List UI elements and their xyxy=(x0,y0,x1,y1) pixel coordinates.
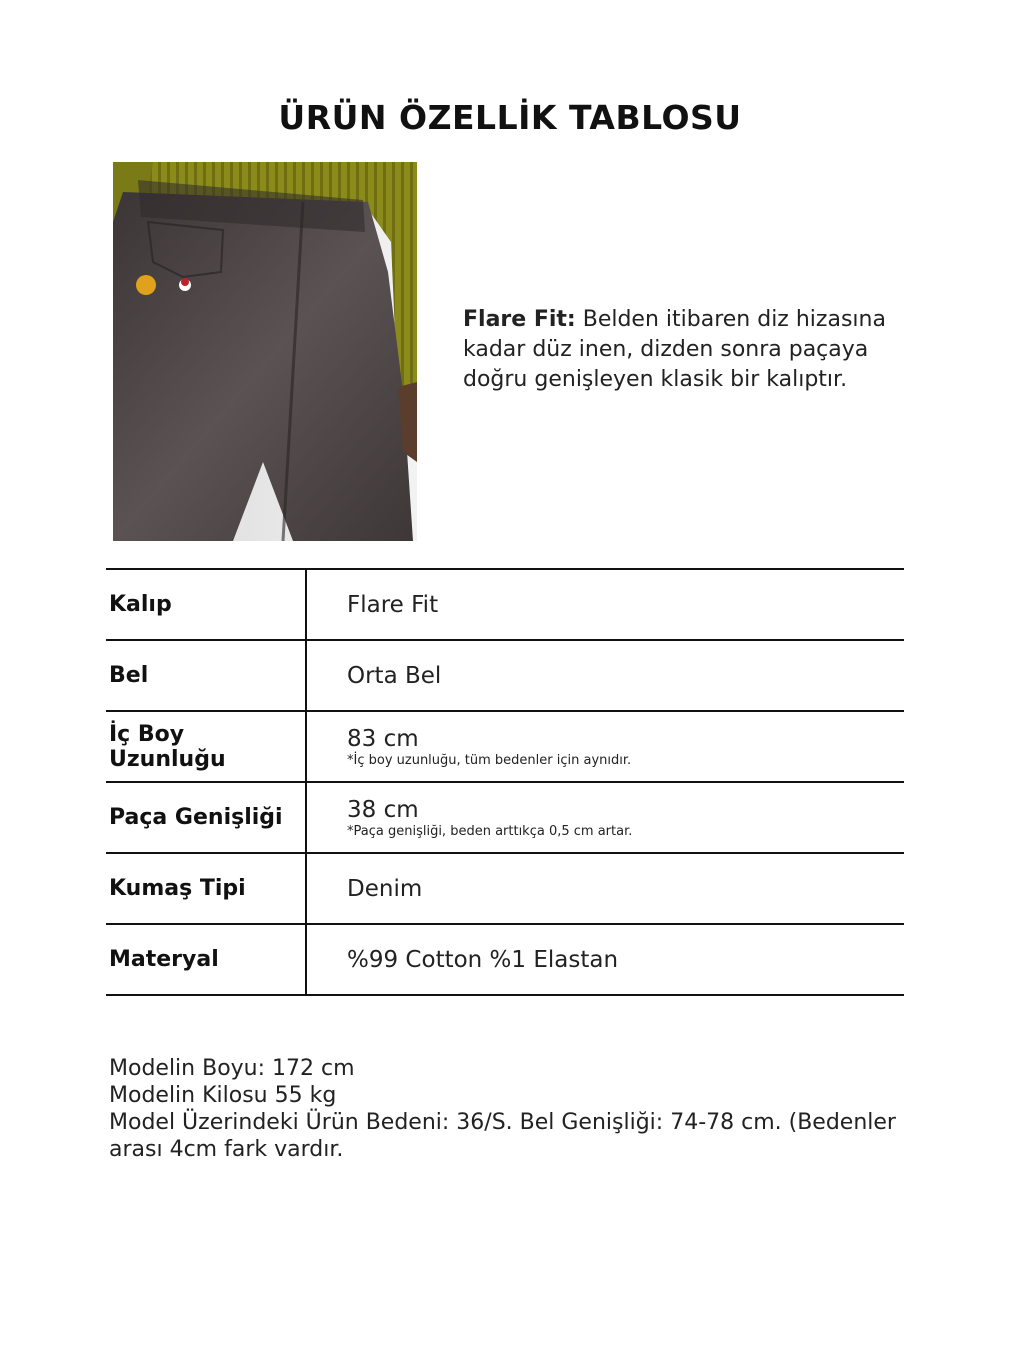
spec-row-ic-boy xyxy=(106,710,904,781)
spec-value-cell xyxy=(347,854,904,923)
spec-label: İç Boy Uzunluğu xyxy=(106,712,307,781)
spec-value-cell xyxy=(347,641,904,710)
model-height: Modelin Boyu: 172 cm xyxy=(109,1056,355,1081)
spec-value: Orta Bel xyxy=(347,662,442,689)
spec-table xyxy=(106,568,904,996)
spec-value: 83 cm xyxy=(347,725,419,752)
spec-value: %99 Cotton %1 Elastan xyxy=(347,946,619,973)
spec-label: Kumaş Tipi xyxy=(106,854,307,923)
spec-row-bel xyxy=(106,639,904,710)
spec-row-kalip xyxy=(106,568,904,639)
spec-label: Bel xyxy=(106,641,307,710)
spec-value-cell xyxy=(347,783,904,852)
spec-row-materyal xyxy=(106,923,904,996)
page-title: ÜRÜN ÖZELLİK TABLOSU xyxy=(278,98,742,137)
spec-label: Kalıp xyxy=(106,570,307,639)
spec-label: Paça Genişliği xyxy=(106,783,307,852)
spec-note: *İç boy uzunluğu, tüm bedenler için aynıdır. xyxy=(347,752,632,768)
fit-description-label: Flare Fit: xyxy=(463,307,576,332)
model-weight: Modelin Kilosu 55 kg xyxy=(109,1083,337,1108)
product-photo xyxy=(113,162,417,541)
spec-value: 38 cm xyxy=(347,796,419,823)
fit-description xyxy=(463,305,933,395)
spec-note: *Paça genişliği, beden arttıkça 0,5 cm artar. xyxy=(347,823,633,839)
model-size: Model Üzerindeki Ürün Bedeni: 36/S. Bel Genişliği: 74-78 cm. (Bedenler arası 4cm fark vardır. xyxy=(109,1110,896,1162)
spec-value: Denim xyxy=(347,875,423,902)
spec-row-kumas xyxy=(106,852,904,923)
spec-label: Materyal xyxy=(106,925,307,994)
fit-description-text: Belden itibaren diz hizasına kadar düz inen, dizden sonra paçaya doğru genişleyen klasik bir kalıptır. xyxy=(463,307,886,392)
spec-value-cell xyxy=(347,712,904,781)
model-info xyxy=(109,1055,909,1163)
spec-value-cell xyxy=(347,570,904,639)
spec-row-paca xyxy=(106,781,904,852)
spec-value-cell xyxy=(347,925,904,994)
spec-value: Flare Fit xyxy=(347,591,439,618)
